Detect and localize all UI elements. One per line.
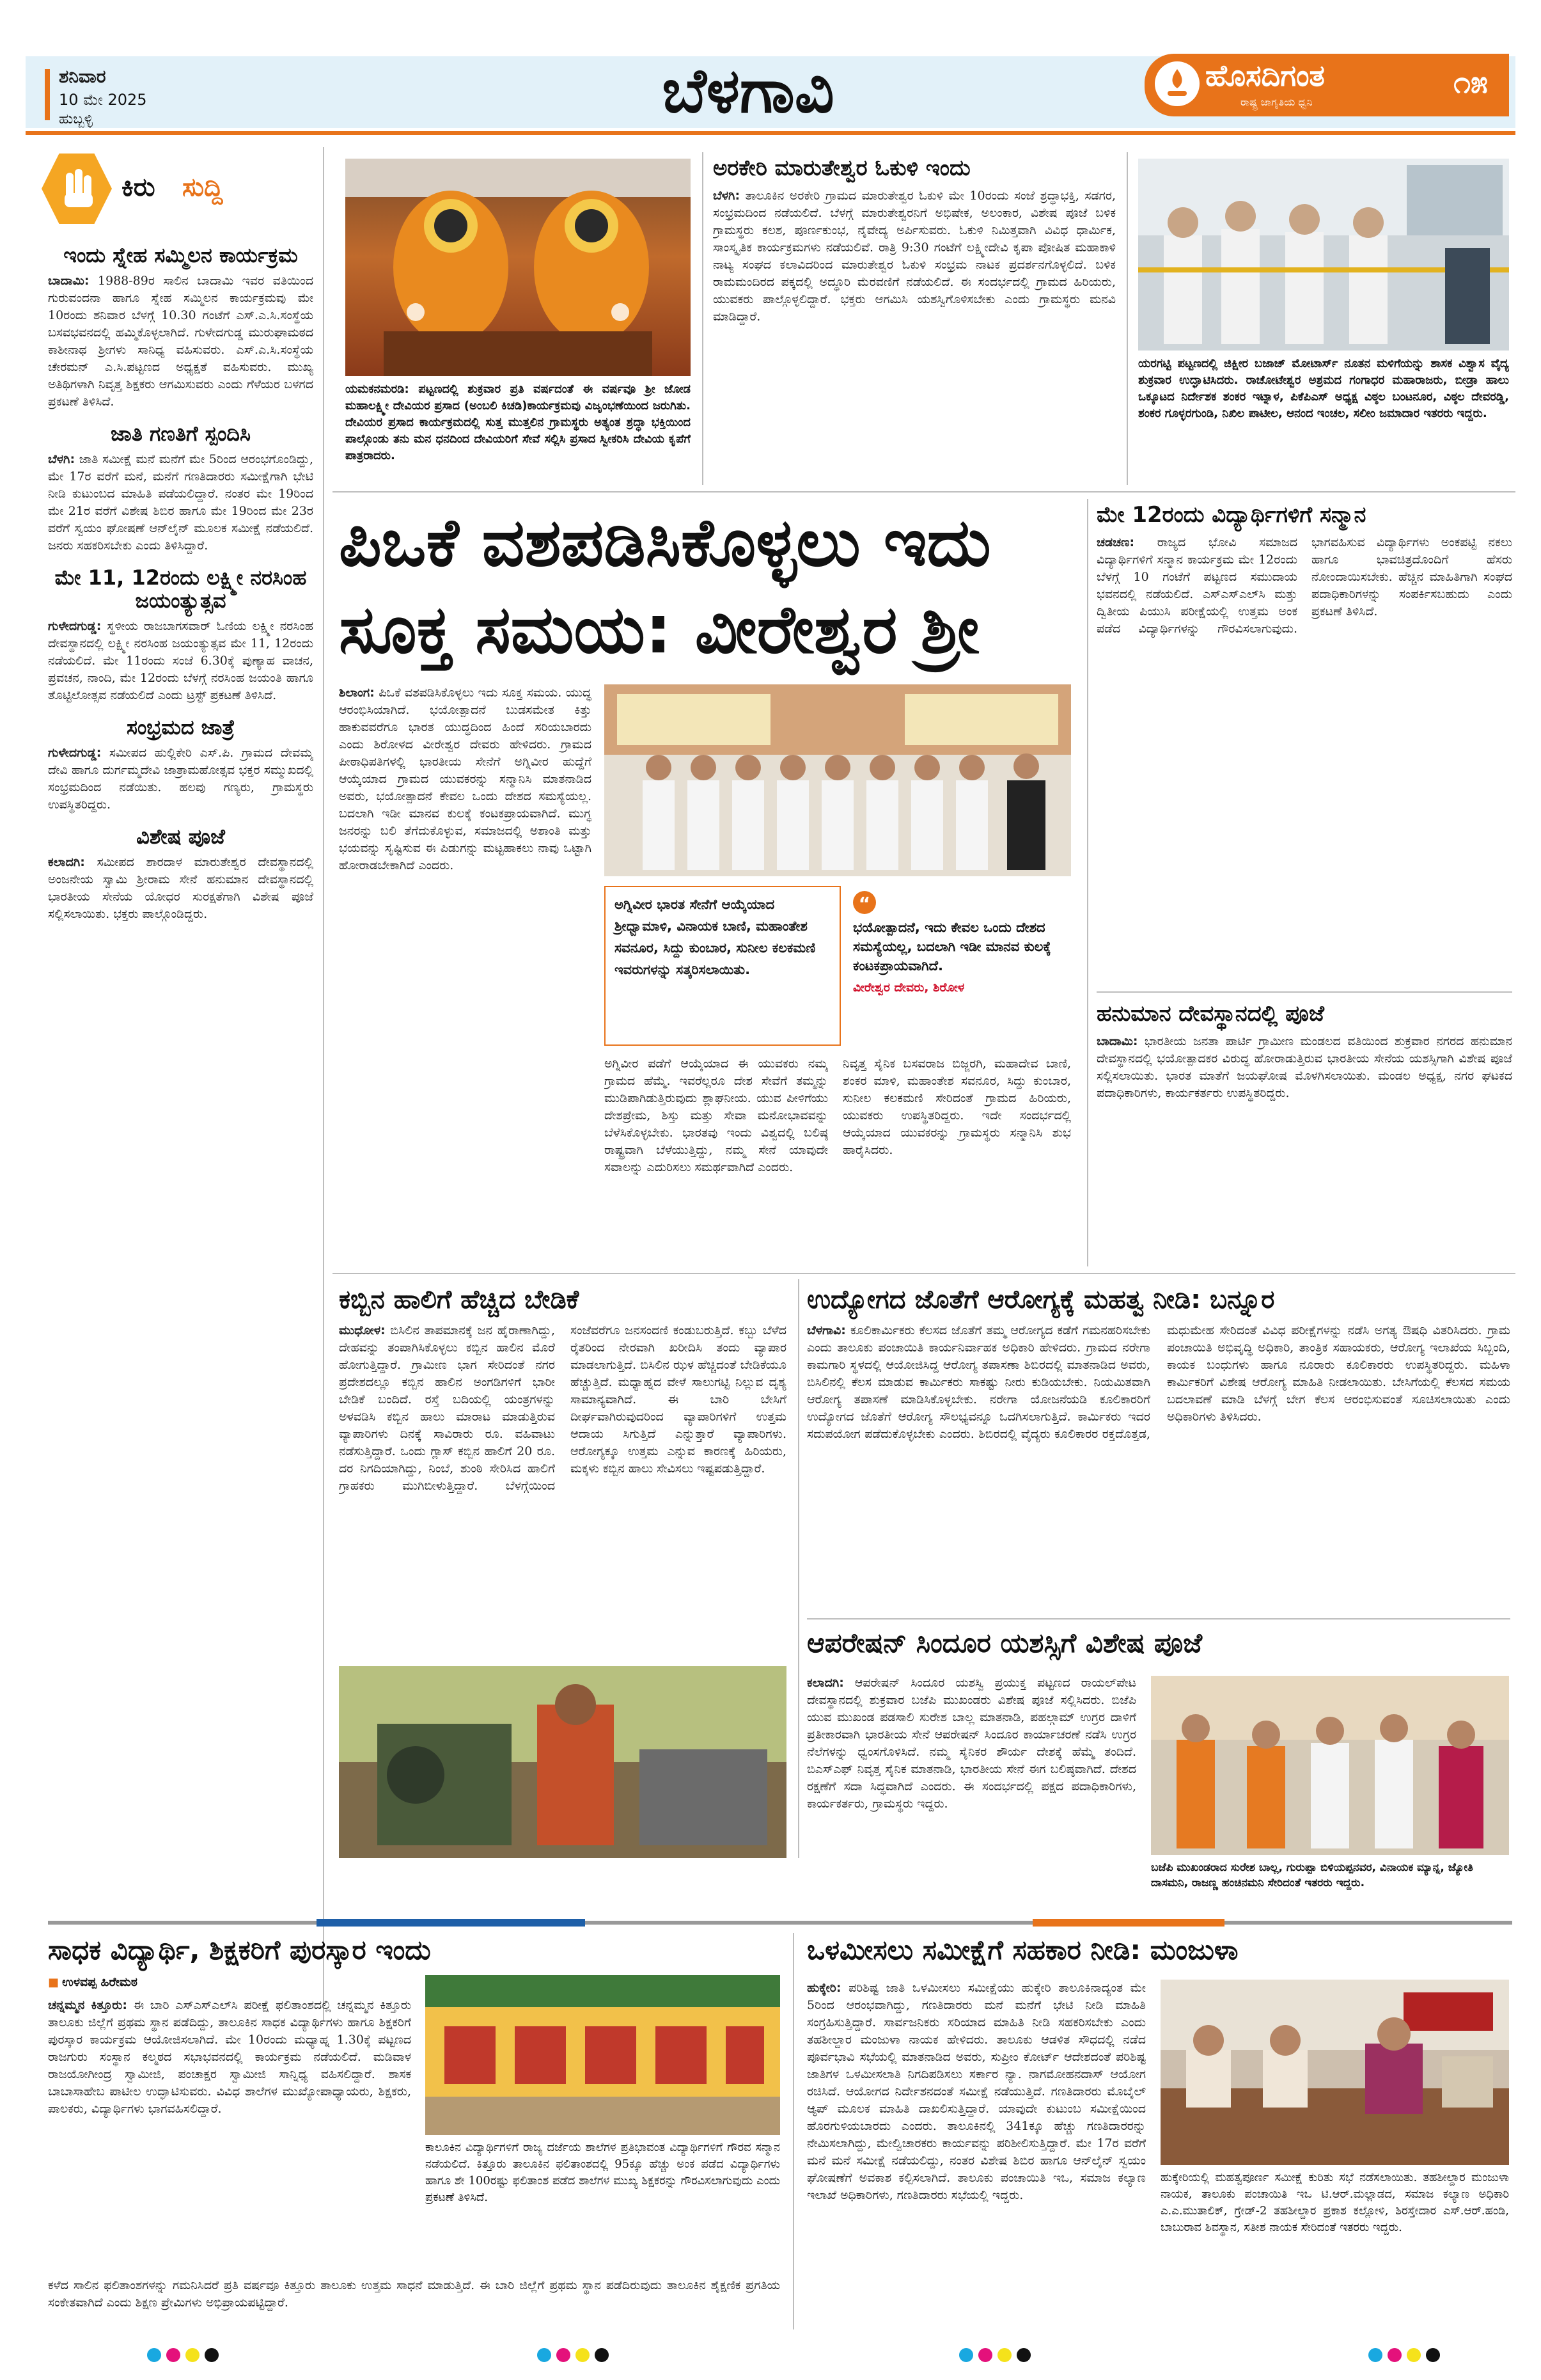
- brief-dateline: ಗುಳೇದಗುಡ್ಡ:: [48, 745, 102, 760]
- lead-pull-box: [604, 886, 841, 1046]
- brief-dateline: ಕಲಾದಗಿ:: [48, 855, 85, 869]
- lead-col2: [604, 1055, 828, 1266]
- survey-title: ಒಳಮೀಸಲು ಸಮೀಕ್ಷೆಗೆ ಸಹಕಾರ ನೀಡಿ: ಮಂಜುಳಾ: [807, 1935, 1239, 1966]
- issue-date: 10 ಮೇ 2025: [59, 91, 147, 109]
- masthead: [0, 0, 1541, 147]
- section-title: ಬೆಳಗಾವಿ: [662, 55, 834, 127]
- sindoor-text: ಆಪರೇಷನ್ ಸಿಂದೂರ ಯಶಸ್ವಿ ಪ್ರಯುಕ್ತ ಪಟ್ಟಣದ ರಾಯಲ್‌ಪೇಟ ದೇವಸ್ಥಾನದಲ್ಲಿ ಶುಕ್ರವಾರ ಬಜೆಪಿ ಮುಖಂಡರು ವಿಶೇಷ ಪೂಜೆ ಸಲ್ಲಿಸಿದರು. ಬಿಜೆಪಿ ಯುವ ಮುಖಂಡ ಪಡಸಾಲಿ ಸುರೇಶ ಬಾಲ್ಲ ಮಾತನಾಡಿ, ಪಹಲ್ಗಾಮ್ ಉಗ್ರರ ದಾಳಿಗೆ ಪ್ರತೀಕಾರವಾಗಿ ಭಾರತೀಯ ಸೇನೆ ಆಪರೇಷನ್ ಸಿಂದೂರ ಕಾರ್ಯಾಚರಣೆ ನಡೆಸಿ ಉಗ್ರರ ನೆಲೆಗಳನ್ನು ಧ್ವಂಸಗೊಳಿಸಿದೆ. ನಮ್ಮ ಸೈನಿಕರ ಶೌರ್ಯ ದೇಶಕ್ಕೆ ಹೆಮ್ಮೆ ತಂದಿದೆ. ಬಿಎಸ್ಎಫ್ ನಿವೃತ್ತ ಸೈನಿಕ ಮಾತನಾಡಿ, ಭಾರತೀಯ ಸೇನೆ ಈಗ ಬಲಿಷ್ಠವಾಗಿದೆ. ದೇಶದ ರಕ್ಷಣೆಗೆ ಸದಾ ಸಿದ್ಧವಾಗಿದೆ ಎಂದರು. ಈ ಸಂದರ್ಭದಲ್ಲಿ ಪಕ್ಷದ ಪದಾಧಿಕಾರಿಗಳು, ಕಾರ್ಯಕರ್ತರು, ಗ್ರಾಮಸ್ಥರು ಇದ್ದರು.: [807, 1676, 1136, 1811]
- sugarcane-text: ಬಿಸಿಲಿನ ತಾಪಮಾನಕ್ಕೆ ಜನ ಹೈರಾಣಾಗಿದ್ದು, ದೇಹವನ್ನು ತಂಪಾಗಿಸಿಕೊಳ್ಳಲು ಕಬ್ಬಿನ ಹಾಲಿನ ಮೊರೆ ಹೋಗುತ್ತಿದ್ದಾರೆ. ಗ್ರಾಮೀಣ ಭಾಗ ಸೇರಿದಂತೆ ನಗರ ಪ್ರದೇಶದಲ್ಲೂ ಕಬ್ಬಿನ ಹಾಲಿನ ಅಂಗಡಿಗಳಿಗೆ ಭಾರೀ ಬೇಡಿಕೆ ಬಂದಿದೆ. ರಸ್ತೆ ಬದಿಯಲ್ಲಿ ಯಂತ್ರಗಳನ್ನು ಅಳವಡಿಸಿ ಕಬ್ಬಿನ ಹಾಲು ಮಾರಾಟ ಮಾಡುತ್ತಿರುವ ವ್ಯಾಪಾರಿಗಳು ದಿನಕ್ಕೆ ಸಾವಿರಾರು ರೂ. ವಹಿವಾಟು ನಡೆಸುತ್ತಿದ್ದಾರೆ. ಒಂದು ಗ್ಲಾಸ್ ಕಬ್ಬಿನ ಹಾಲಿಗೆ 20 ರೂ. ದರ ನಿಗದಿಯಾಗಿದ್ದು, ನಿಂಬೆ, ಶುಂಠಿ ಸೇರಿಸಿದ ಹಾಲಿಗೆ ಗ್ರಾಹಕರು ಮುಗಿಬೀಳುತ್ತಿದ್ದಾರೆ. ಬೆಳಗ್ಗೆಯಿಂದ ಸಂಜೆವರೆಗೂ ಜನಸಂದಣಿ ಕಂಡುಬರುತ್ತಿದೆ. ಕಬ್ಬು ಬೆಳೆದ ರೈತರಿಂದ ನೇರವಾಗಿ ಖರೀದಿಸಿ ತಂದು ವ್ಯಾಪಾರ ಮಾಡಲಾಗುತ್ತಿದೆ. ಬಿಸಿಲಿನ ಝಳ ಹೆಚ್ಚಿದಂತೆ ಬೇಡಿಕೆಯೂ ಹೆಚ್ಚುತ್ತಿದೆ. ಮಧ್ಯಾಹ್ನದ ವೇಳೆ ಸಾಲುಗಟ್ಟಿ ನಿಲ್ಲುವ ದೃಶ್ಯ ಸಾಮಾನ್ಯವಾಗಿದೆ. ಈ ಬಾರಿ ಬೇಸಿಗೆ ದೀರ್ಘವಾಗಿರುವುದರಿಂದ ವ್ಯಾಪಾರಿಗಳಿಗೆ ಉತ್ತಮ ಆದಾಯ ಸಿಗುತ್ತಿದೆ ಎನ್ನುತ್ತಾರೆ ವ್ಯಾಪಾರಿಗಳು. ಆರೋಗ್ಯಕ್ಕೂ ಉತ್ತಮ ಎನ್ನುವ ಕಾರಣಕ್ಕೆ ಹಿರಿಯರು, ಮಕ್ಕಳು ಕಬ್ಬಿನ ಹಾಲು ಸೇವಿಸಲು ಇಷ್ಟಪಡುತ್ತಿದ್ದಾರೆ.: [339, 1323, 786, 1493]
- page-number: ೧೫: [1453, 65, 1488, 100]
- registration-marks: [0, 2344, 1541, 2370]
- section-divider: [1097, 991, 1512, 993]
- hanuman-dateline: ಬಾದಾಮಿ:: [1097, 1034, 1138, 1049]
- awards-text-3: ಕಳೆದ ಸಾಲಿನ ಫಲಿತಾಂಶಗಳನ್ನು ಗಮನಿಸಿದರೆ ಪ್ರತಿ ವರ್ಷವೂ ಕಿತ್ತೂರು ತಾಲೂಕು ಉತ್ತಮ ಸಾಧನೆ ಮಾಡುತ್ತಿದೆ. ಈ ಬಾರಿ ಜಿಲ್ಲೆಗೆ ಪ್ರಥಮ ಸ್ಥಾನ ಪಡೆದಿರುವುದು ತಾಲೂಕಿನ ಶೈಕ್ಷಣಿಕ ಪ್ರಗತಿಯ ಸಂಕೇತವಾಗಿದೆ ಎಂದು ಶಿಕ್ಷಣ ಪ್ರೇಮಿಗಳು ಅಭಿಪ್ರಾಯಪಟ್ಟಿದ್ದಾರೆ.: [48, 2278, 780, 2310]
- magenta-dot: [978, 2348, 992, 2362]
- sindoor-dateline: ಕಲಾದಗಿ:: [807, 1676, 844, 1690]
- rule-grey-b: [585, 1921, 1033, 1925]
- rule-blue: [317, 1919, 585, 1927]
- magenta-dot: [556, 2348, 570, 2362]
- sindoor-article: [807, 1675, 1136, 1860]
- awards-byline-text: ಉಳವಪ್ಪ ಹಿರೇಮಠ: [62, 1975, 137, 1989]
- brief-item: [48, 422, 313, 555]
- brief-title: ಸಂಭ್ರಮದ ಜಾತ್ರೆ: [126, 715, 235, 740]
- brief-dateline: ಬಾದಾಮಿ:: [48, 273, 90, 288]
- reg-mark-center: [537, 2348, 627, 2366]
- deity-photo: [345, 159, 691, 376]
- felicitation-article: [1097, 500, 1512, 986]
- reg-mark-left: [147, 2348, 237, 2366]
- brief-dateline: ಬೆಳಗಿ:: [48, 452, 75, 466]
- section-divider: [332, 1273, 1515, 1274]
- column-divider: [798, 1279, 799, 1858]
- yellow-dot: [997, 2348, 1012, 2362]
- lead-text-3: ನಿವೃತ್ತ ಸೈನಿಕ ಬಸವರಾಜ ಬಿಜ್ಜರಗಿ, ಮಹಾದೇವ ಬಾಣಿ, ಶಂಕರ ಮಾಳಿ, ಮಹಾಂತೇಶ ಸವನೂರ, ಸಿದ್ದು ಕುಂಬಾರ, ಸುನೀಲ ಕಲಕಮಣಿ ಸೇರಿದಂತೆ ಗ್ರಾಮದ ಹಿರಿಯರು, ಯುವಕರು ಉಪಸ್ಥಿತರಿದ್ದರು. ಇದೇ ಸಂದರ್ಭದಲ್ಲಿ ಆಯ್ಕೆಯಾದ ಯುವಕರನ್ನು ಗ್ರಾಮಸ್ಥರು ಸನ್ಮಾನಿಸಿ ಶುಭ ಹಾರೈಸಿದರು.: [843, 1057, 1071, 1157]
- paper-name: ಹೊಸದಿಗಂತ: [1205, 59, 1325, 93]
- magenta-dot: [1388, 2348, 1402, 2362]
- inauguration-photo: [1138, 159, 1509, 351]
- issue-city: ಹುಬ್ಬಳ್ಳಿ: [59, 111, 93, 127]
- survey-photo: [1161, 1980, 1509, 2165]
- black-dot: [595, 2348, 609, 2362]
- lead-quote-box: [850, 886, 1071, 1046]
- felicitation-dateline: ಚಡಚಣ:: [1097, 535, 1135, 550]
- quote-icon: “: [853, 891, 876, 914]
- survey-text-2: ತಾಲೂಕಿನಲ್ಲಿ 341ಕ್ಕೂ ಹೆಚ್ಚು ಗಣತಿದಾರರನ್ನು ನೇಮಿಸಲಾಗಿದ್ದು, ಮೇಲ್ವಿಚಾರಕರು ಕಾರ್ಯವನ್ನು ಪರಿಶೀಲಿಸುತ್ತಿದ್ದಾರೆ. ಮೇ 17ರ ವರೆಗೆ ಮನೆ ಮನೆ ಸಮೀಕ್ಷೆ ನಡೆಯಲಿದ್ದು, ನಂತರ ವಿಶೇಷ ಶಿಬಿರ ಹಾಗೂ ಆನ್‌ಲೈನ್ ಸ್ವಯಂ ಘೋಷಣೆಗೆ ಅವಕಾಶ ಕಲ್ಪಿಸಲಾಗಿದೆ. ತಾಲೂಕು ಪಂಚಾಯಿತಿ ಇಒ, ಸಮಾಜ ಕಲ್ಯಾಣ ಇಲಾಖೆ ಅಧಿಕಾರಿಗಳು, ಗಣತಿದಾರರು ಸಭೆಯಲ್ಲಿ ಇದ್ದರು.: [807, 2119, 1146, 2202]
- felicitation-text: ರಾಜ್ಯದ ಭೋವಿ ಸಮಾಜದ ವಿದ್ಯಾರ್ಥಿಗಳಿಗೆ ಸನ್ಮಾನ ಕಾರ್ಯಕ್ರಮ ಮೇ 12ರಂದು ಬೆಳಗ್ಗೆ 10 ಗಂಟೆಗೆ ಪಟ್ಟಣದ ಸಮುದಾಯ ಭವನದಲ್ಲಿ ನಡೆಯಲಿದೆ. ಎಸ್ಎಸ್ಎಲ್‌ಸಿ ಮತ್ತು ದ್ವಿತೀಯ ಪಿಯುಸಿ ಪರೀಕ್ಷೆಯಲ್ಲಿ ಉತ್ತಮ ಅಂಕ ಪಡೆದ ವಿದ್ಯಾರ್ಥಿಗಳನ್ನು ಗೌರವಿಸಲಾಗುವುದು. ಭಾಗವಹಿಸುವ ವಿದ್ಯಾರ್ಥಿಗಳು ಅಂಕಪಟ್ಟಿ ನಕಲು ಹಾಗೂ ಭಾವಚಿತ್ರದೊಂದಿಗೆ ಹೆಸರು ನೋಂದಾಯಿಸಬೇಕು. ಹೆಚ್ಚಿನ ಮಾಹಿತಿಗಾಗಿ ಸಂಘದ ಪದಾಧಿಕಾರಿಗಳನ್ನು ಸಂಪರ್ಕಿಸಬಹುದು ಎಂದು ಪ್ರಕಟಣೆ ತಿಳಿಸಿದೆ.: [1097, 535, 1512, 636]
- quote-by: ವೀರೇಶ್ವರ ದೇವರು, ಶಿರೋಳ: [853, 981, 965, 995]
- sindoor-title: ಆಪರೇಷನ್ ಸಿಂದೂರ ಯಶಸ್ಸಿಗೆ ವಿಶೇಷ ಪೂಜೆ: [807, 1628, 1203, 1659]
- cyan-dot: [147, 2348, 161, 2362]
- school-photo: [425, 1975, 780, 2135]
- survey-caption: ಹುಕ್ಕೇರಿಯಲ್ಲಿ ಮಹತ್ವಪೂರ್ಣ ಸಮೀಕ್ಷೆ ಕುರಿತು ಸಭೆ ನಡೆಸಲಾಯಿತು. ತಹಶೀಲ್ದಾರ ಮಂಜುಳಾ ನಾಯಕ, ತಾಲೂಕು ಪಂಚಾಯಿತಿ ಇಒ ಟಿ.ಆರ್.ಮಲ್ಲಾಡದ, ಸಮಾಜ ಕಲ್ಯಾಣ ಅಧಿಕಾರಿ ಎ.ಎ.ಮುತಾಲಿಕ್, ಗ್ರೇಡ್-2 ತಹಶೀಲ್ದಾರ ಪ್ರಕಾಶ ಕಲ್ಲೋಳಿ, ಶಿರಸ್ತೇದಾರ ಎಸ್.ಆರ್.ಹಂಡಿ, ಬಾಬುರಾವ ಶಿವಸ್ಥಾನ, ಸತೀಶ ನಾಯಕ ಸೇರಿದಂತೆ ಇತರರು ಇದ್ದರು.: [1161, 2171, 1509, 2234]
- black-dot: [1426, 2348, 1440, 2362]
- brief-item: [48, 244, 313, 411]
- suddi-label: ಸುದ್ದಿ: [182, 173, 223, 202]
- felicitation-title: ಮೇ 12ರಂದು ವಿದ್ಯಾರ್ಥಿಗಳಿಗೆ ಸನ್ಮಾನ: [1097, 502, 1366, 528]
- page-number-box: [1432, 54, 1509, 116]
- brief-text: 1988-89ರ ಸಾಲಿನ ಬಾದಾಮಿ ಇವರ ವತಿಯಿಂದ ಗುರುವಂದನಾ ಹಾಗೂ ಸ್ನೇಹ ಸಮ್ಮಿಲನ ಕಾರ್ಯಕ್ರಮವು ಮೇ 10ರಂದು ಶನಿವಾರ ಬೆಳಗ್ಗೆ 10.30 ಗಂಟೆಗೆ ಎಸ್.ಎ.ಸಿ.ಸಂಸ್ಥೆಯ ಬಸವಭವನದಲ್ಲಿ ಹಮ್ಮಿಕೊಳ್ಳಲಾಗಿದೆ. ಗುಳೇದಗುಡ್ಡ ಮುರುಘಾಮಠದ ಕಾಶೀನಾಥ ಶ್ರೀಗಳು ಸಾನಿಧ್ಯ ವಹಿಸುವರು. ಎಸ್.ಎ.ಸಿ.ಸಂಸ್ಥೆಯ ಚೇರಮನ್ ಎ.ಸಿ.ಪಟ್ಟಣದ ಅಧ್ಯಕ್ಷತೆ ವಹಿಸುವರು. ಮುಖ್ಯ ಅತಿಥಿಗಳಾಗಿ ನಿವೃತ್ತ ಶಿಕ್ಷಕರು ಆಗಮಿಸುವರು ಎಂದು ಗೆಳೆಯರ ಬಳಗದ ಪ್ರಕಟಣೆ ತಿಳಿಸಿದೆ.: [48, 273, 313, 409]
- brief-text: ಜಾತಿ ಸಮೀಕ್ಷೆ ಮನೆ ಮನೆಗೆ ಮೇ 5ರಿಂದ ಆರಂಭಗೊಂಡಿದ್ದು, ಮೇ 17ರ ವರೆಗೆ ಮನೆ, ಮನೆಗೆ ಗಣತಿದಾರರು ಸಮೀಕ್ಷೆಗಾಗಿ ಭೇಟಿ ನೀಡಿ ಕುಟುಂಬದ ಮಾಹಿತಿ ಪಡೆಯಲಿದ್ದಾರೆ. ನಂತರ ಮೇ 19ರಿಂದ ಮೇ 21ರ ವರೆಗೆ ವಿಶೇಷ ಶಿಬಿರ ಹಾಗೂ ಮೇ 19ರಿಂದ ಮೇ 23ರ ವರೆಗೆ ಸ್ವಯಂ ಘೋಷಣೆ ಆನ್‌ಲೈನ್ ಮೂಲಕ ಸಮೀಕ್ಷೆ ನಡೆಯಲಿದೆ. ಜನರು ಸಹಕರಿಸಬೇಕು ಎಂದು ತಿಳಿಸಿದ್ದಾರೆ.: [48, 452, 313, 553]
- sugarcane-title: ಕಬ್ಬಿನ ಹಾಲಿಗೆ ಹೆಚ್ಚಿದ ಬೇಡಿಕೆ: [339, 1285, 579, 1314]
- brief-title: ಇಂದು ಸ್ನೇಹ ಸಮ್ಮಿಲನ ಕಾರ್ಯಕ್ರಮ: [63, 243, 298, 267]
- hanuman-title: ಹನುಮಾನ ದೇವಸ್ಥಾನದಲ್ಲಿ ಪೂಜೆ: [1097, 1001, 1325, 1027]
- byline-marker-icon: ■: [48, 1976, 59, 1989]
- section-divider: [332, 491, 1515, 493]
- kiru-label: ಕಿರು: [121, 173, 155, 202]
- sindoor-photo: [1151, 1676, 1509, 1855]
- rule-orange: [1033, 1919, 1224, 1927]
- quote-text: ಭಯೋತ್ಪಾದನೆ, ಇದು ಕೇವಲ ಒಂದು ದೇಶದ ಸಮಸ್ಯೆಯಲ್ಲ, ಬದಲಾಗಿ ಇಡೀ ಮಾನವ ಕುಲಕ್ಕೆ ಕಂಟಕಪ್ರಾಯವಾಗಿದೆ.: [853, 920, 1051, 973]
- hanuman-text: ಭಾರತೀಯ ಜನತಾ ಪಾರ್ಟಿ ಗ್ರಾಮೀಣ ಮಂಡಲದ ವತಿಯಿಂದ ಶುಕ್ರವಾರ ನಗರದ ಹನುಮಾನ ದೇವಸ್ಥಾನದಲ್ಲಿ ಭಯೋತ್ಪಾದಕರ ವಿರುದ್ಧ ಹೋರಾಡುತ್ತಿರುವ ಭಾರತೀಯ ಸೇನೆಯ ಯಶಸ್ಸಿಗಾಗಿ ವಿಶೇಷ ಪೂಜೆ ಸಲ್ಲಿಸಲಾಯಿತು. ಭಾರತ ಮಾತೆಗೆ ಜಯಘೋಷ ಮೊಳಗಿಸಲಾಯಿತು. ಮಂಡಲ ಅಧ್ಯಕ್ಷ, ನಗರ ಘಟಕದ ಪದಾಧಿಕಾರಿಗಳು, ಕಾರ್ಯಕರ್ತರು ಉಪಸ್ಥಿತರಿದ್ದರು.: [1097, 1034, 1512, 1101]
- lead-text-2: ಅಗ್ನಿವೀರ ಪಡೆಗೆ ಆಯ್ಕೆಯಾದ ಈ ಯುವಕರು ನಮ್ಮ ಗ್ರಾಮದ ಹೆಮ್ಮೆ. ಇವರೆಲ್ಲರೂ ದೇಶ ಸೇವೆಗೆ ತಮ್ಮನ್ನು ಮುಡಿಪಾಗಿಡುತ್ತಿರುವುದು ಶ್ಲಾಘನೀಯ. ಯುವ ಪೀಳಿಗೆಯು ದೇಶಪ್ರೇಮ, ಶಿಸ್ತು ಮತ್ತು ಸೇವಾ ಮನೋಭಾವವನ್ನು ಬೆಳೆಸಿಕೊಳ್ಳಬೇಕು. ಭಾರತವು ಇಂದು ವಿಶ್ವದಲ್ಲಿ ಬಲಿಷ್ಠ ರಾಷ್ಟ್ರವಾಗಿ ಬೆಳೆಯುತ್ತಿದ್ದು, ನಮ್ಮ ಸೇನೆ ಯಾವುದೇ ಸವಾಲನ್ನು ಎದುರಿಸಲು ಸಮರ್ಥವಾಗಿದೆ ಎಂದರು.: [604, 1057, 828, 1174]
- masthead-left-bar: [45, 69, 50, 120]
- lead-col1: [339, 684, 591, 1260]
- brief-item: [48, 716, 313, 814]
- awards-text-1: ಈ ಬಾರಿ ಎಸ್‌ಎಸ್‌ಎಲ್‌ಸಿ ಪರೀಕ್ಷೆ ಫಲಿತಾಂಶದಲ್ಲಿ ಚನ್ನಮ್ಮನ ಕಿತ್ತೂರು ತಾಲೂಕು ಜಿಲ್ಲೆಗೆ ಪ್ರಥಮ ಸ್ಥಾನ ಪಡೆದಿದ್ದು, ತಾಲೂಕಿನ ಸಾಧಕ ವಿದ್ಯಾರ್ಥಿಗಳು ಹಾಗೂ ಶಿಕ್ಷಕರಿಗೆ ಪುರಸ್ಕಾರ ಕಾರ್ಯಕ್ರಮ ಆಯೋಜಿಸಲಾಗಿದೆ. ಮೇ 10ರಂದು ಮಧ್ಯಾಹ್ನ 1.30ಕ್ಕೆ ಪಟ್ಟಣದ ರಾಜಗುರು ಸಂಸ್ಥಾನ ಕಲ್ಮಠದ ಸಭಾಭವನದಲ್ಲಿ ಕಾರ್ಯಕ್ರಮ ನಡೆಯಲಿದೆ. ಮಡಿವಾಳ ರಾಜಯೋಗೀಂದ್ರ ಸ್ವಾಮೀಜಿ, ಪಂಚಾಕ್ಷರ ಸ್ವಾಮೀಜಿ ಸಾನ್ನಿಧ್ಯ ವಹಿಸಲಿದ್ದಾರೆ. ಶಾಸಕ ಬಾಬಾಸಾಹೇಬ ಪಾಟೀಲ ಉದ್ಘಾಟಿಸುವರು. ವಿವಿಧ ಶಾಲೆಗಳ ಮುಖ್ಯೋಪಾಧ್ಯಾಯರು, ಶಿಕ್ಷಕರು, ಪಾಲಕರು, ವಿದ್ಯಾರ್ಥಿಗಳು ಭಾಗವಹಿಸಲಿದ್ದಾರೆ.: [48, 1998, 411, 2116]
- column-divider: [1087, 499, 1088, 1266]
- rule-grey-a: [48, 1921, 317, 1925]
- section-divider: [807, 1618, 1510, 1620]
- okuli-article: [713, 154, 1116, 486]
- sugarcane-dateline: ಮುಧೋಳ:: [339, 1323, 386, 1337]
- awards-col2: [48, 2277, 780, 2328]
- lead-group-photo: [604, 684, 1071, 876]
- sindoor-caption: ಬಜೆಪಿ ಮುಖಂಡರಾದ ಸುರೇಶ ಬಾಲ್ಲ, ಗುರುಪ್ಪಾ ಬಿಳಿಯಪ್ಪನವರ, ವಿನಾಯಕ ಮ್ಯಾನ್ನ, ಜ್ಯೋತಿ ದಾಸಮನಿ, ರಾಜಣ್ಣ ಹಂಚಿನಮನಿ ಸೇರಿದಂತೆ ಇತರರು ಇದ್ದರು.: [1151, 1861, 1473, 1889]
- awards-dateline: ಚನ್ನಮ್ಮನ ಕಿತ್ತೂರು:: [48, 1998, 127, 2012]
- yellow-dot: [185, 2348, 199, 2362]
- issue-day: ಶನಿವಾರ: [59, 67, 106, 87]
- masthead-top-rule: [26, 131, 1515, 135]
- awards-byline: [48, 1975, 304, 1994]
- okuli-text: ತಾಲೂಕಿನ ಅರಕೇರಿ ಗ್ರಾಮದ ಮಾರುತೇಶ್ವರ ಓಕುಳಿ ಮೇ 10ರಂದು ಸಂಜೆ ಶ್ರದ್ಧಾಭಕ್ತಿ, ಸಡಗರ, ಸಂಭ್ರಮದಿಂದ ನಡೆಯಲಿದೆ. ಬೆಳಗ್ಗೆ ಮಾರುತೇಶ್ವರನಿಗೆ ಅಭಿಷೇಕ, ಅಲಂಕಾರ, ವಿಶೇಷ ಪೂಜೆ ಬಳಿಕ ಗ್ರಾಮಸ್ಥರು ಕಲಶ, ಪೂರ್ಣಕುಂಭ, ನೈವೇದ್ಯ ಅರ್ಪಿಸುವರು. ಓಕುಳಿ ನಿಮಿತ್ತವಾಗಿ ವಿವಿಧ ಧಾರ್ಮಿಕ, ಸಾಂಸ್ಕೃತಿಕ ಕಾರ್ಯಕ್ರಮಗಳು ನಡೆಯಲಿವೆ. ರಾತ್ರಿ 9:30 ಗಂಟೆಗೆ ಲಕ್ಷ್ಮೀದೇವಿ ಕೃಪಾ ಪೋಷಿತ ಮಹಾಕಾಳಿ ನಾಟ್ಯ ಸಂಘದ ಕಲಾವಿದರಿಂದ ಮಾರುತೇಶ್ವರ ಓಕುಳಿ ಸಂಭ್ರಮ ನಾಟಕ ಪ್ರದರ್ಶನಗೊಳ್ಳಲಿದೆ. ಬಳಿಕ ರಾಮಮಂದಿರದ ಪಕ್ಕದಲ್ಲಿ ಅದ್ಧೂರಿ ಮೆರವಣಿಗೆ ನಡೆಯಲಿದೆ. ಈ ಸಂದರ್ಭದಲ್ಲಿ ಗ್ರಾಮದ ಹಿರಿಯರು, ಯುವಕರು ಪಾಲ್ಗೊಳ್ಳಲಿದ್ದಾರೆ. ಭಕ್ತರು ಆಗಮಿಸಿ ಯಶಸ್ವಿಗೊಳಿಸಬೇಕು ಎಂದು ಗ್ರಾಮಸ್ಥರು ಮನವಿ ಮಾಡಿದ್ದಾರೆ.: [713, 189, 1116, 324]
- okuli-title: ಅರಕೇರಿ ಮಾರುತೇಶ್ವರ ಓಕುಳಿ ಇಂದು: [713, 155, 971, 181]
- magenta-dot: [166, 2348, 180, 2362]
- okuli-dateline: ಬೆಳಗಿ:: [713, 189, 740, 203]
- health-dateline: ಬೆಳಗಾವಿ:: [807, 1323, 846, 1337]
- black-dot: [205, 2348, 219, 2362]
- lamp-icon: [1155, 61, 1200, 106]
- cyan-dot: [959, 2348, 973, 2362]
- pull-box-text: ಅಗ್ನಿವೀರ ಭಾರತ ಸೇನೆಗೆ ಆಯ್ಕೆಯಾದ ಶ್ರೀಧ್ವಾಮಾಳಿ, ವಿನಾಯಕ ಬಾಣಿ, ಮಹಾಂತೇಶ ಸವನೂರ, ಸಿದ್ದು ಕುಂಬಾರ, ಸುನೀಲ ಕಲಕಮಣಿ ಇವರುಗಳನ್ನು ಸತ್ಕರಿಸಲಾಯಿತು.: [614, 897, 816, 977]
- health-article: [807, 1282, 1510, 1615]
- paper-tagline: ರಾಷ್ಟ್ರ ಜಾಗೃತಿಯ ಧ್ವನಿ: [1240, 96, 1313, 108]
- black-dot: [1017, 2348, 1031, 2362]
- brief-item: [48, 566, 313, 705]
- awards-col1: [48, 1997, 411, 2275]
- column-divider: [793, 1933, 794, 2329]
- survey-col1: [807, 1980, 1146, 2328]
- awards-title: ಸಾಧಕ ವಿದ್ಯಾರ್ಥಿ, ಶಿಕ್ಷಕರಿಗೆ ಪುರಸ್ಕಾರ ಇಂದು: [48, 1935, 431, 1966]
- brief-text: ಸಮೀಪದ ಹುಲ್ಲಿಕೇರಿ ಎಸ್.ಪಿ. ಗ್ರಾಮದ ದೇವಮ್ಮ ದೇವಿ ಹಾಗೂ ದುರ್ಗಮ್ಮದೇವಿ ಜಾತ್ರಾಮಹೋತ್ಸವ ಭಕ್ತರ ಸಮ್ಮುಖದಲ್ಲಿ ಸಂಭ್ರಮದಿಂದ ನಡೆಯಿತು. ಹಲವು ಗಣ್ಯರು, ಗ್ರಾಮಸ್ಥರು ಉಪಸ್ಥಿತರಿದ್ದರು.: [48, 745, 313, 812]
- column-divider: [1127, 152, 1128, 485]
- kiru-suddi-badge: [42, 154, 304, 224]
- column-divider: [323, 147, 324, 2021]
- brief-text: ಸ್ಥಳೀಯ ರಾಜಬಾಗಸವಾರ್ ಓಣಿಯ ಲಕ್ಷ್ಮೀ ನರಸಿಂಹ ದೇವಸ್ಥಾನದಲ್ಲಿ ಲಕ್ಷ್ಮೀ ನರಸಿಂಹ ಜಯಂತ್ಯುತ್ಸವ ಮೇ 11, 12ರಂದು ನಡೆಯಲಿದೆ. ಮೇ 11ರಂದು ಸಂಜೆ 6.30ಕ್ಕೆ ಪುಣ್ಯಾಹ ವಾಚನ, ಪ್ರವಚನ, ನಾಂದಿ, ಮೇ 12ರಂದು ಬೆಳಗ್ಗೆ ನರಸಿಂಹ ಜಯಂತಿ ಹಾಗೂ ತೊಟ್ಟಿಲೋತ್ಸವ ನಡೆಯಲಿದೆ ಎಂದು ಟ್ರಸ್ಟ್ ಪ್ರಕಟಣೆ ತಿಳಿಸಿದೆ.: [48, 619, 313, 703]
- sugarcane-article: [339, 1282, 786, 1657]
- reg-mark-right: [1368, 2348, 1458, 2366]
- column-divider: [702, 152, 703, 485]
- hanuman-article: [1097, 999, 1512, 1268]
- brief-item: [48, 825, 313, 923]
- brief-dateline: ಗುಳೇದಗುಡ್ಡ:: [48, 619, 102, 634]
- hand-icon: [42, 154, 112, 224]
- sugarcane-photo: [339, 1666, 786, 1858]
- lead-col3: [843, 1055, 1071, 1266]
- brief-title: ಮೇ 11, 12ರಂದು ಲಕ್ಷ್ಮೀ ನರಸಿಂಹ ಜಯಂತ್ಯುತ್ಸವ: [54, 565, 307, 613]
- deity-photo-caption: ಯಮಕನಮರಡಿ: ಪಟ್ಟಣದಲ್ಲಿ ಶುಕ್ರವಾರ ಪ್ರತಿ ವರ್ಷದಂತೆ ಈ ವರ್ಷವೂ ಶ್ರೀ ಜೋಡ ಮಹಾಲಕ್ಷ್ಮೀ ದೇವಿಯರ ಪ್ರಸಾದ (ಅಂಬಲಿ ಕಿಚಡಿ)ಕಾರ್ಯಕ್ರಮವು ವಿಜೃಂಭಣೆಯಿಂದ ಜರುಗಿತು. ದೇವಿಯರ ಪ್ರಸಾದ ಕಾರ್ಯಕ್ರಮದಲ್ಲಿ ಸುತ್ತ ಮುತ್ತಲಿನ ಗ್ರಾಮಸ್ಥರು ಅತ್ಯಂತ ಶ್ರದ್ಧಾ ಭಕ್ತಿಯಿಂದ ಪಾಲ್ಗೊಂಡು ತನು ಮನ ಧನದಿಂದ ದೇವಿಯರಿಗೆ ಸೇವೆ ಸಲ್ಲಿಸಿ ಪ್ರಸಾದ ಸ್ವೀಕರಿಸಿ ದೇವಿಯ ಕೃಪೆಗೆ ಪಾತ್ರರಾದರು.: [345, 382, 691, 462]
- inauguration-caption: ಯರಗಟ್ಟಿ ಪಟ್ಟಣದಲ್ಲಿ ಜಿಕ್ಷೀರ ಬಜಾಜ್ ಮೋಟಾರ್ಸ್ ನೂತನ ಮಳಿಗೆಯನ್ನು ಶಾಸಕ ವಿಶ್ವಾಸ ವೈದ್ಯ ಶುಕ್ರವಾರ ಉದ್ಘಾಟಿಸಿದರು. ರಾಚೋಟೇಶ್ವರ ಅಶ್ರಮದ ಗಂಗಾಧರ ಮಹಾರಾಜರು, ಬೀಡ್ರಾ ಹಾಲು ಒಕ್ಕೂಟದ ನಿರ್ದೇಶಕ ಶಂಕರ ಇಟ್ನಾಳ, ಪಿಕೆಪಿಎಸ್ ಅಧ್ಯಕ್ಷ ವಿಠ್ಠಲ ಬಂಟನೂರ, ವಿಠ್ಠಲ ದೇವರಡ್ಡಿ, ಶಂಕರ ಗೂಳ್ಳರಗುಂಡಿ, ನಿಖಿಲ ಪಾಟೀಲ, ಆನಂದ ಇಂಚಲ, ಸಲೀಂ ಜಮಾದಾರ ಇತರರು ಇದ್ದರು.: [1138, 357, 1509, 420]
- brief-text: ಸಮೀಪದ ಶಾರದಾಳ ಮಾರುತೇಶ್ವರ ದೇವಸ್ಥಾನದಲ್ಲಿ ಅಂಜನೇಯ ಸ್ವಾಮಿ ಶ್ರೀರಾಮ ಸೇನೆ ಹನುಮಾನ ದೇವಸ್ಥಾನದಲ್ಲಿ ಭಾರತೀಯ ಸೇನೆಯ ಯೋಧರ ಸುರಕ್ಷತೆಗಾಗಿ ವಿಶೇಷ ಪೂಜೆ ಸಲ್ಲಿಸಲಾಯಿತು. ಭಕ್ತರು ಪಾಲ್ಗೊಂಡಿದ್ದರು.: [48, 855, 313, 921]
- cyan-dot: [537, 2348, 551, 2362]
- cyan-dot: [1368, 2348, 1382, 2362]
- lead-text-1: ಪಿಒಕೆ ವಶಪಡಿಸಿಕೊಳ್ಳಲು ಇದು ಸೂಕ್ತ ಸಮಯ. ಯುದ್ಧ ಆರಂಭಿಸಿಯಾಗಿದೆ. ಭಯೋತ್ಪಾದನೆ ಬುಡಸಮೇತ ಕಿತ್ತು ಹಾಕುವವರೆಗೂ ಭಾರತ ಯುದ್ಧದಿಂದ ಹಿಂದೆ ಸರಿಯಬಾರದು ಎಂದು ಶಿರೋಳದ ವೀರೇಶ್ವರ ದೇವರು ಹೇಳಿದರು. ಗ್ರಾಮದ ಪೀಠಾಧಿಪತಿಗಳಲ್ಲಿ ಭಾರತೀಯ ಸೇನೆಗೆ ಅಗ್ನಿವೀರ ಹುದ್ದೆಗೆ ಆಯ್ಕೆಯಾದ ಗ್ರಾಮದ ಯುವಕರನ್ನು ಸನ್ಮಾನಿಸಿ ಮಾತನಾಡಿದ ಅವರು, ಭಯೋತ್ಪಾದನೆ ಕೇವಲ ಒಂದು ದೇಶದ ಸಮಸ್ಯೆಯಲ್ಲ. ಬದಲಾಗಿ ಇಡೀ ಮಾನವ ಕುಲಕ್ಕೆ ಕಂಟಕಪ್ರಾಯವಾಗಿದೆ. ಮುಗ್ಧ ಜನರನ್ನು ಬಲಿ ತೆಗೆದುಕೊಳ್ಳುವ, ಸಮಾಜದಲ್ಲಿ ಅಶಾಂತಿ ಮತ್ತು ಭಯವನ್ನು ಸೃಷ್ಟಿಸುವ ಈ ಪಿಡುಗನ್ನು ಮಟ್ಟಹಾಕಲು ನಾವು ಒಟ್ಟಾಗಿ ಹೋರಾಡಬೇಕಾಗಿದೆ ಎಂದರು.: [339, 686, 591, 872]
- paper-logo: [1145, 54, 1445, 116]
- lead-dateline: ಶಿಲಾಂಗ:: [339, 686, 375, 700]
- reg-mark-center-right: [959, 2348, 1049, 2366]
- survey-dateline: ಹುಕ್ಕೇರಿ:: [807, 1981, 841, 1995]
- bottom-rule: [48, 1919, 1512, 1927]
- health-text: ಕೂಲಿಕಾರ್ಮಿಕರು ಕೆಲಸದ ಜೊತೆಗೆ ತಮ್ಮ ಆರೋಗ್ಯದ ಕಡೆಗೆ ಗಮನಹರಿಸಬೇಕು ಎಂದು ತಾಲೂಕು ಪಂಚಾಯಿತಿ ಕಾರ್ಯನಿರ್ವಾಹಕ ಅಧಿಕಾರಿ ಹೇಳಿದರು. ಗ್ರಾಮದ ನರೇಗಾ ಕಾಮಗಾರಿ ಸ್ಥಳದಲ್ಲಿ ಆಯೋಜಿಸಿದ್ದ ಆರೋಗ್ಯ ತಪಾಸಣಾ ಶಿಬಿರದಲ್ಲಿ ಮಾತನಾಡಿದ ಅವರು, ಬಿಸಿಲಿನಲ್ಲಿ ಕೆಲಸ ಮಾಡುವ ಕಾರ್ಮಿಕರು ಸಾಕಷ್ಟು ನೀರು ಕುಡಿಯಬೇಕು. ನಿಯಮಿತವಾಗಿ ಆರೋಗ್ಯ ತಪಾಸಣೆ ಮಾಡಿಸಿಕೊಳ್ಳಬೇಕು. ನರೇಗಾ ಯೋಜನೆಯಡಿ ಕೂಲಿಕಾರರಿಗೆ ಉದ್ಯೋಗದ ಜೊತೆಗೆ ಆರೋಗ್ಯ ಸೌಲಭ್ಯವನ್ನೂ ಒದಗಿಸಲಾಗುತ್ತಿದೆ. ಕಾರ್ಮಿಕರು ಇದರ ಸದುಪಯೋಗ ಪಡೆದುಕೊಳ್ಳಬೇಕು ಎಂದರು. ಶಿಬಿರದಲ್ಲಿ ವೈದ್ಯರು ಕೂಲಿಕಾರರ ರಕ್ತದೊತ್ತಡ, ಮಧುಮೇಹ ಸೇರಿದಂತೆ ವಿವಿಧ ಪರೀಕ್ಷೆಗಳನ್ನು ನಡೆಸಿ ಅಗತ್ಯ ಔಷಧಿ ವಿತರಿಸಿದರು. ಗ್ರಾಮ ಪಂಚಾಯಿತಿ ಅಭಿವೃದ್ಧಿ ಅಧಿಕಾರಿ, ತಾಂತ್ರಿಕ ಸಹಾಯಕರು, ಆರೋಗ್ಯ ಇಲಾಖೆಯ ಸಿಬ್ಬಂದಿ, ಕಾಯಕ ಬಂಧುಗಳು ಹಾಗೂ ನೂರಾರು ಕೂಲಿಕಾರರು ಉಪಸ್ಥಿತರಿದ್ದರು. ಮಹಿಳಾ ಕಾರ್ಮಿಕರಿಗೆ ವಿಶೇಷ ಆರೋಗ್ಯ ಮಾಹಿತಿ ನೀಡಲಾಯಿತು. ಬೇಸಿಗೆಯಲ್ಲಿ ಕೆಲಸದ ಸಮಯ ಬದಲಾವಣೆ ಮಾಡಿ ಬೆಳಗ್ಗೆ ಬೇಗ ಕೆಲಸ ಆರಂಭಿಸುವಂತೆ ಸೂಚಿಸಲಾಯಿತು ಎಂದು ಅಧಿಕಾರಿಗಳು ತಿಳಿಸಿದರು.: [807, 1323, 1510, 1441]
- lead-headline: ಪಿಒಕೆ ವಶಪಡಿಸಿಕೊಳ್ಳಲು ಇದು ಸೂಕ್ತ ಸಮಯ: ವೀರೇಶ್ವರ ಶ್ರೀ: [339, 503, 991, 668]
- rule-grey-c: [1224, 1921, 1512, 1925]
- survey-text-1: ಪರಿಶಿಷ್ಟ ಜಾತಿ ಒಳಮೀಸಲು ಸಮೀಕ್ಷೆಯು ಹುಕ್ಕೇರಿ ತಾಲೂಕಿನಾದ್ಯಂತ ಮೇ 5ರಿಂದ ಆರಂಭವಾಗಿದ್ದು, ಗಣತಿದಾರರು ಮನೆ ಮನೆಗೆ ಭೇಟಿ ನೀಡಿ ಮಾಹಿತಿ ಸಂಗ್ರಹಿಸುತ್ತಿದ್ದಾರೆ. ಸಾರ್ವಜನಿಕರು ಸರಿಯಾದ ಮಾಹಿತಿ ನೀಡಿ ಸಹಕರಿಸಬೇಕು ಎಂದು ತಹಶೀಲ್ದಾರ ಮಂಜುಳಾ ನಾಯಕ ಹೇಳಿದರು. ತಾಲೂಕು ಆಡಳಿತ ಸೌಧದಲ್ಲಿ ನಡೆದ ಪೂರ್ವಭಾವಿ ಸಭೆಯಲ್ಲಿ ಮಾತನಾಡಿದ ಅವರು, ಸುಪ್ರೀಂ ಕೋರ್ಟ್ ಆದೇಶದಂತೆ ಪರಿಶಿಷ್ಟ ಜಾತಿಗಳ ಒಳಮೀಸಲಾತಿ ನಿಗದಿಪಡಿಸಲು ಸರ್ಕಾರ ನ್ಯಾ. ನಾಗಮೋಹನದಾಸ್ ಆಯೋಗ ರಚಿಸಿದೆ. ಆಯೋಗದ ನಿರ್ದೇಶನದಂತೆ ಸಮೀಕ್ಷೆ ನಡೆಯುತ್ತಿದೆ. ಗಣತಿದಾರರು ಮೊಬೈಲ್ ಆ್ಯಪ್ ಮೂಲಕ ಮಾಹಿತಿ ದಾಖಲಿಸುತ್ತಿದ್ದಾರೆ. ಯಾವುದೇ ಕುಟುಂಬ ಸಮೀಕ್ಷೆಯಿಂದ ಹೊರಗುಳಿಯಬಾರದು ಎಂದರು.: [807, 1981, 1146, 2133]
- health-title: ಉದ್ಯೋಗದ ಜೊತೆಗೆ ಆರೋಗ್ಯಕ್ಕೆ ಮಹತ್ವ ನೀಡಿ: ಬನ್ನೂರ: [807, 1285, 1275, 1314]
- brief-title: ವಿಶೇಷ ಪೂಜೆ: [136, 824, 225, 849]
- school-caption: ಕಾಲೂಕಿನ ವಿದ್ಯಾರ್ಥಿಗಳಿಗೆ ರಾಜ್ಯ ದರ್ಜೆಯ ಶಾಲೆಗಳ ಪ್ರತಿಭಾವಂತ ವಿದ್ಯಾರ್ಥಿಗಳಿಗೆ ಗೌರವ ಸನ್ಮಾನ ನಡೆಯಲಿದೆ. ಕಿತ್ತೂರು ತಾಲೂಕಿನ ಫಲಿತಾಂಶದಲ್ಲಿ 95ಕ್ಕೂ ಹೆಚ್ಚು ಅಂಕ ಪಡೆದ ವಿದ್ಯಾರ್ಥಿಗಳು ಹಾಗೂ ಶೇ 100ರಷ್ಟು ಫಲಿತಾಂಶ ಪಡೆದ ಶಾಲೆಗಳ ಮುಖ್ಯ ಶಿಕ್ಷಕರನ್ನು ಗೌರವಿಸಲಾಗುವುದು ಎಂದು ಪ್ರಕಟಣೆ ತಿಳಿಸಿದೆ.: [425, 2141, 780, 2204]
- yellow-dot: [575, 2348, 590, 2362]
- kiru-suddi-list: [48, 240, 313, 2306]
- yellow-dot: [1407, 2348, 1421, 2362]
- brief-title: ಜಾತಿ ಗಣತಿಗೆ ಸ್ಪಂದಿಸಿ: [111, 421, 251, 446]
